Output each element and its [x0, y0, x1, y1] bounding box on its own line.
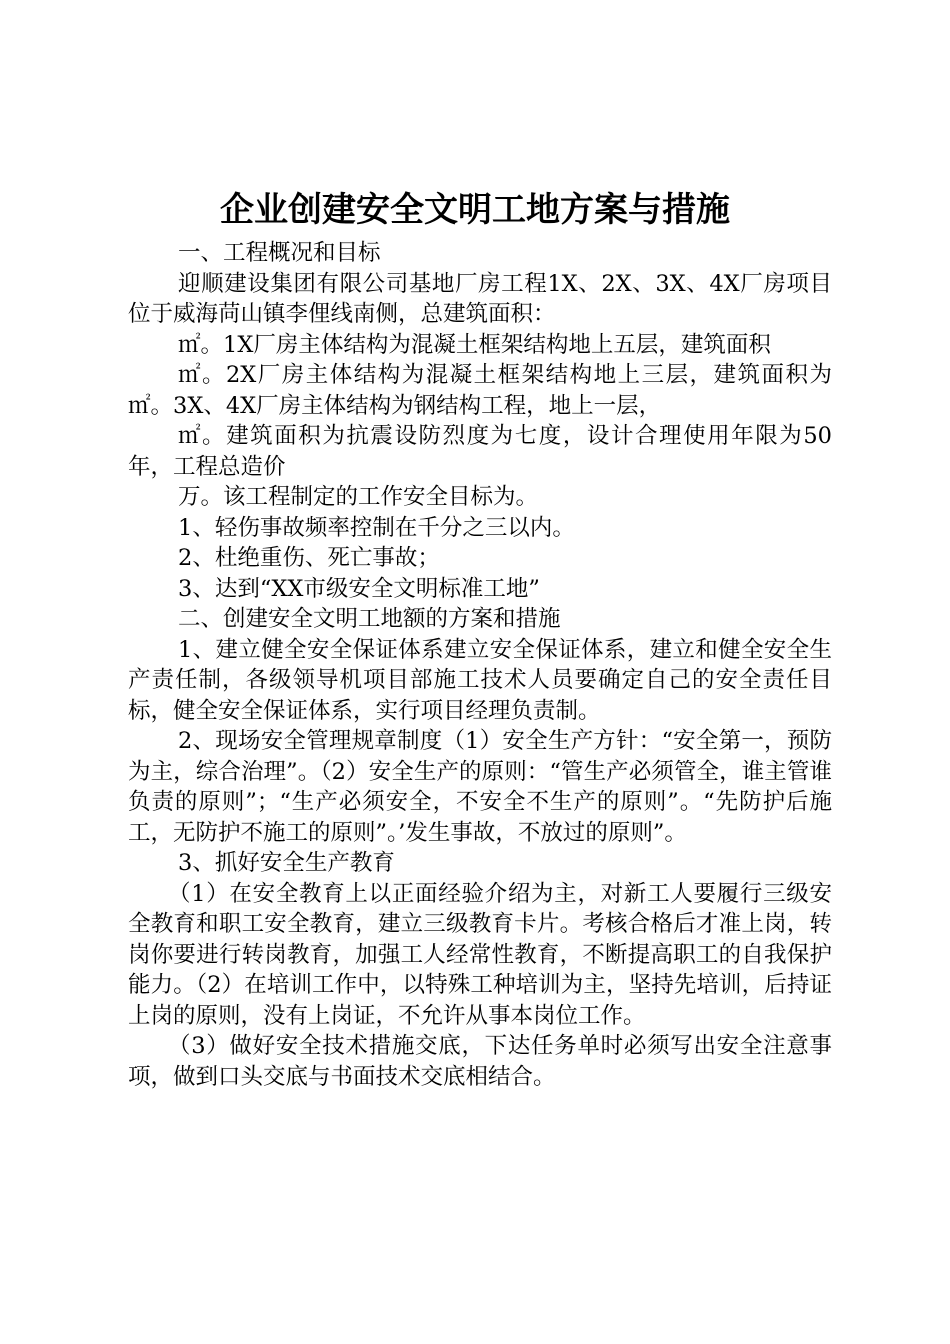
paragraph: （1）在安全教育上以正面经验介绍为主，对新工人要履行三级安全教育和职工安全教育，建立三级教育卡片。考核合格后才准上岗，转岗你要进行转岗教育，加强工人经常性教育，不断提高职工的自我保护能力。（2）在培训工作中，以特殊工种培训为主，坚持先培训，后持证上岗的原则，没有上岗证，不允许从事本岗位工作。 — [128, 880, 832, 1029]
section-heading: 一、工程概况和目标 — [178, 240, 381, 266]
paragraph: 迎顺建设集团有限公司基地厂房工程1X、2X、3X、4X厂房项目位于威海苘山镇李俚线南侧，总建筑面积： — [128, 270, 832, 327]
paragraph: ㎡。1X厂房主体结构为混凝土框架结构地上五层，建筑面积 — [178, 331, 771, 358]
paragraph: 1、建立健全安全保证体系建立安全保证体系，建立和健全安全生产责任制，各级领导机项目部施工技术人员要确定自己的安全责任目标，健全安全保证体系，实行项目经理负责制。 — [128, 636, 832, 724]
list-item: 1、轻伤事故频率控制在千分之三以内。 — [178, 514, 575, 541]
document-title: 企业创建安全文明工地方案与措施 — [220, 190, 730, 230]
paragraph: 万。该工程制定的工作安全目标为。 — [178, 484, 539, 510]
subsection-heading: 3、抓好安全生产教育 — [178, 850, 395, 876]
paragraph: 2、现场安全管理规章制度（1）安全生产方针：“安全第一，预防为主，综合治理”。（2）安全生产的原则：“管生产必须管全，谁主管谁负责的原则”；“生产必须安全，不安全不生产的原则”。“先防护后施工，无防护不施工的原则”。’发生事故，不放过的原则”。 — [128, 728, 832, 846]
paragraph: ㎡。2X厂房主体结构为混凝土框架结构地上三层，建筑面积为㎡。3X、4X厂房主体结构为钢结构工程，地上一层， — [128, 362, 832, 419]
list-item: 3、达到“XX市级安全文明标准工地” — [178, 575, 540, 602]
section-heading: 二、创建安全文明工地额的方案和措施 — [178, 606, 561, 632]
document-body — [128, 238, 832, 1092]
list-item: 2、杜绝重伤、死亡事故； — [178, 545, 440, 571]
paragraph: ㎡。建筑面积为抗震设防烈度为七度，设计合理使用年限为50年，工程总造价 — [128, 423, 832, 480]
paragraph: （3）做好安全技术措施交底，下达任务单时必须写出安全注意事项，做到口头交底与书面技术交底相结合。 — [128, 1033, 832, 1090]
